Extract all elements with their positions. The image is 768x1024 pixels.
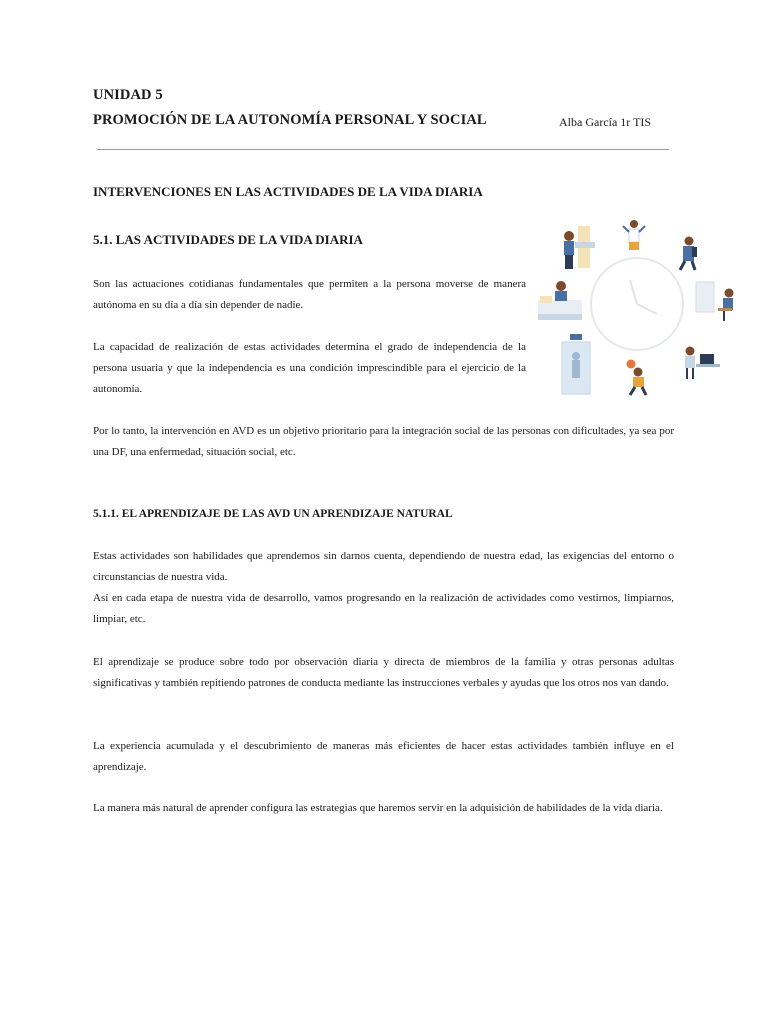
subsubsection-title: 5.1.1. EL APRENDIZAJE DE LAS AVD UN APRENDIZAJE NATURAL: [93, 508, 453, 520]
header-divider: [97, 149, 669, 150]
subsubsection-paragraph-3: La experiencia acumulada y el descubrimiento de maneras más eficientes de hacer estas actividades también influye en el aprendizaje.: [93, 740, 674, 773]
subsubsection-paragraph-2: El aprendizaje se produce sobre todo por observación diaria y directa de miembros de la familia y otras personas adultas significativas y también repitiendo patrones de conducta mediante las instrucciones verbales y ayudas que los otros nos van dando.: [93, 656, 674, 689]
person-waking-in-bed: [538, 281, 582, 320]
subsection-title: 5.1. LAS ACTIVIDADES DE LA VIDA DIARIA: [93, 232, 363, 247]
subsection-paragraph-1: Son las actuaciones cotidianas fundamentales que permiten a la persona moverse de manera autónoma en su día a día sin depender de nadie.: [93, 278, 526, 311]
person-playing-ball: [627, 360, 647, 396]
person-showering: [562, 334, 590, 394]
section-title: INTERVENCIONES EN LAS ACTIVIDADES DE LA VIDA DIARIA: [93, 184, 483, 199]
subsubsection-paragraph-1a: Estas actividades son habilidades que aprendemos sin darnos cuenta, dependiendo de nuestra edad, las exigencias del entorno o circunstancias de nuestra vida.: [93, 550, 674, 583]
person-reading-desk: [696, 282, 734, 321]
document-title: PROMOCIÓN DE LA AUTONOMÍA PERSONAL Y SOCIAL: [93, 112, 487, 128]
subsubsection-paragraph-1b: Así en cada etapa de nuestra vida de desarrollo, vamos progresando en la realización de actividades como vestirnos, limpiarnos, limpiar, etc.: [93, 592, 674, 625]
unit-label: UNIDAD 5: [93, 87, 163, 103]
person-exercising: [623, 220, 645, 250]
author-label: Alba García 1r TIS: [559, 115, 652, 129]
person-brushing-teeth: [564, 226, 595, 269]
person-using-computer: [685, 347, 720, 380]
subsubsection-paragraph-4: La manera más natural de aprender configura las estrategias que haremos servir en la adquisición de habilidades de la vida diaria.: [93, 802, 663, 814]
subsection-paragraph-2: La capacidad de realización de estas actividades determina el grado de independencia de la persona usuaria y que la independencia es una condición imprescindible para el ejercicio de la autonomía.: [93, 341, 526, 395]
clock-icon: [591, 258, 683, 350]
daily-activities-illustration: [532, 214, 738, 396]
person-walking-backpack: [680, 237, 697, 271]
subsection-paragraph-3: Por lo tanto, la intervención en AVD es un objetivo prioritario para la integración social de las personas con dificultades, ya sea por una DF, una enfermedad, situación social, etc.: [93, 425, 674, 458]
